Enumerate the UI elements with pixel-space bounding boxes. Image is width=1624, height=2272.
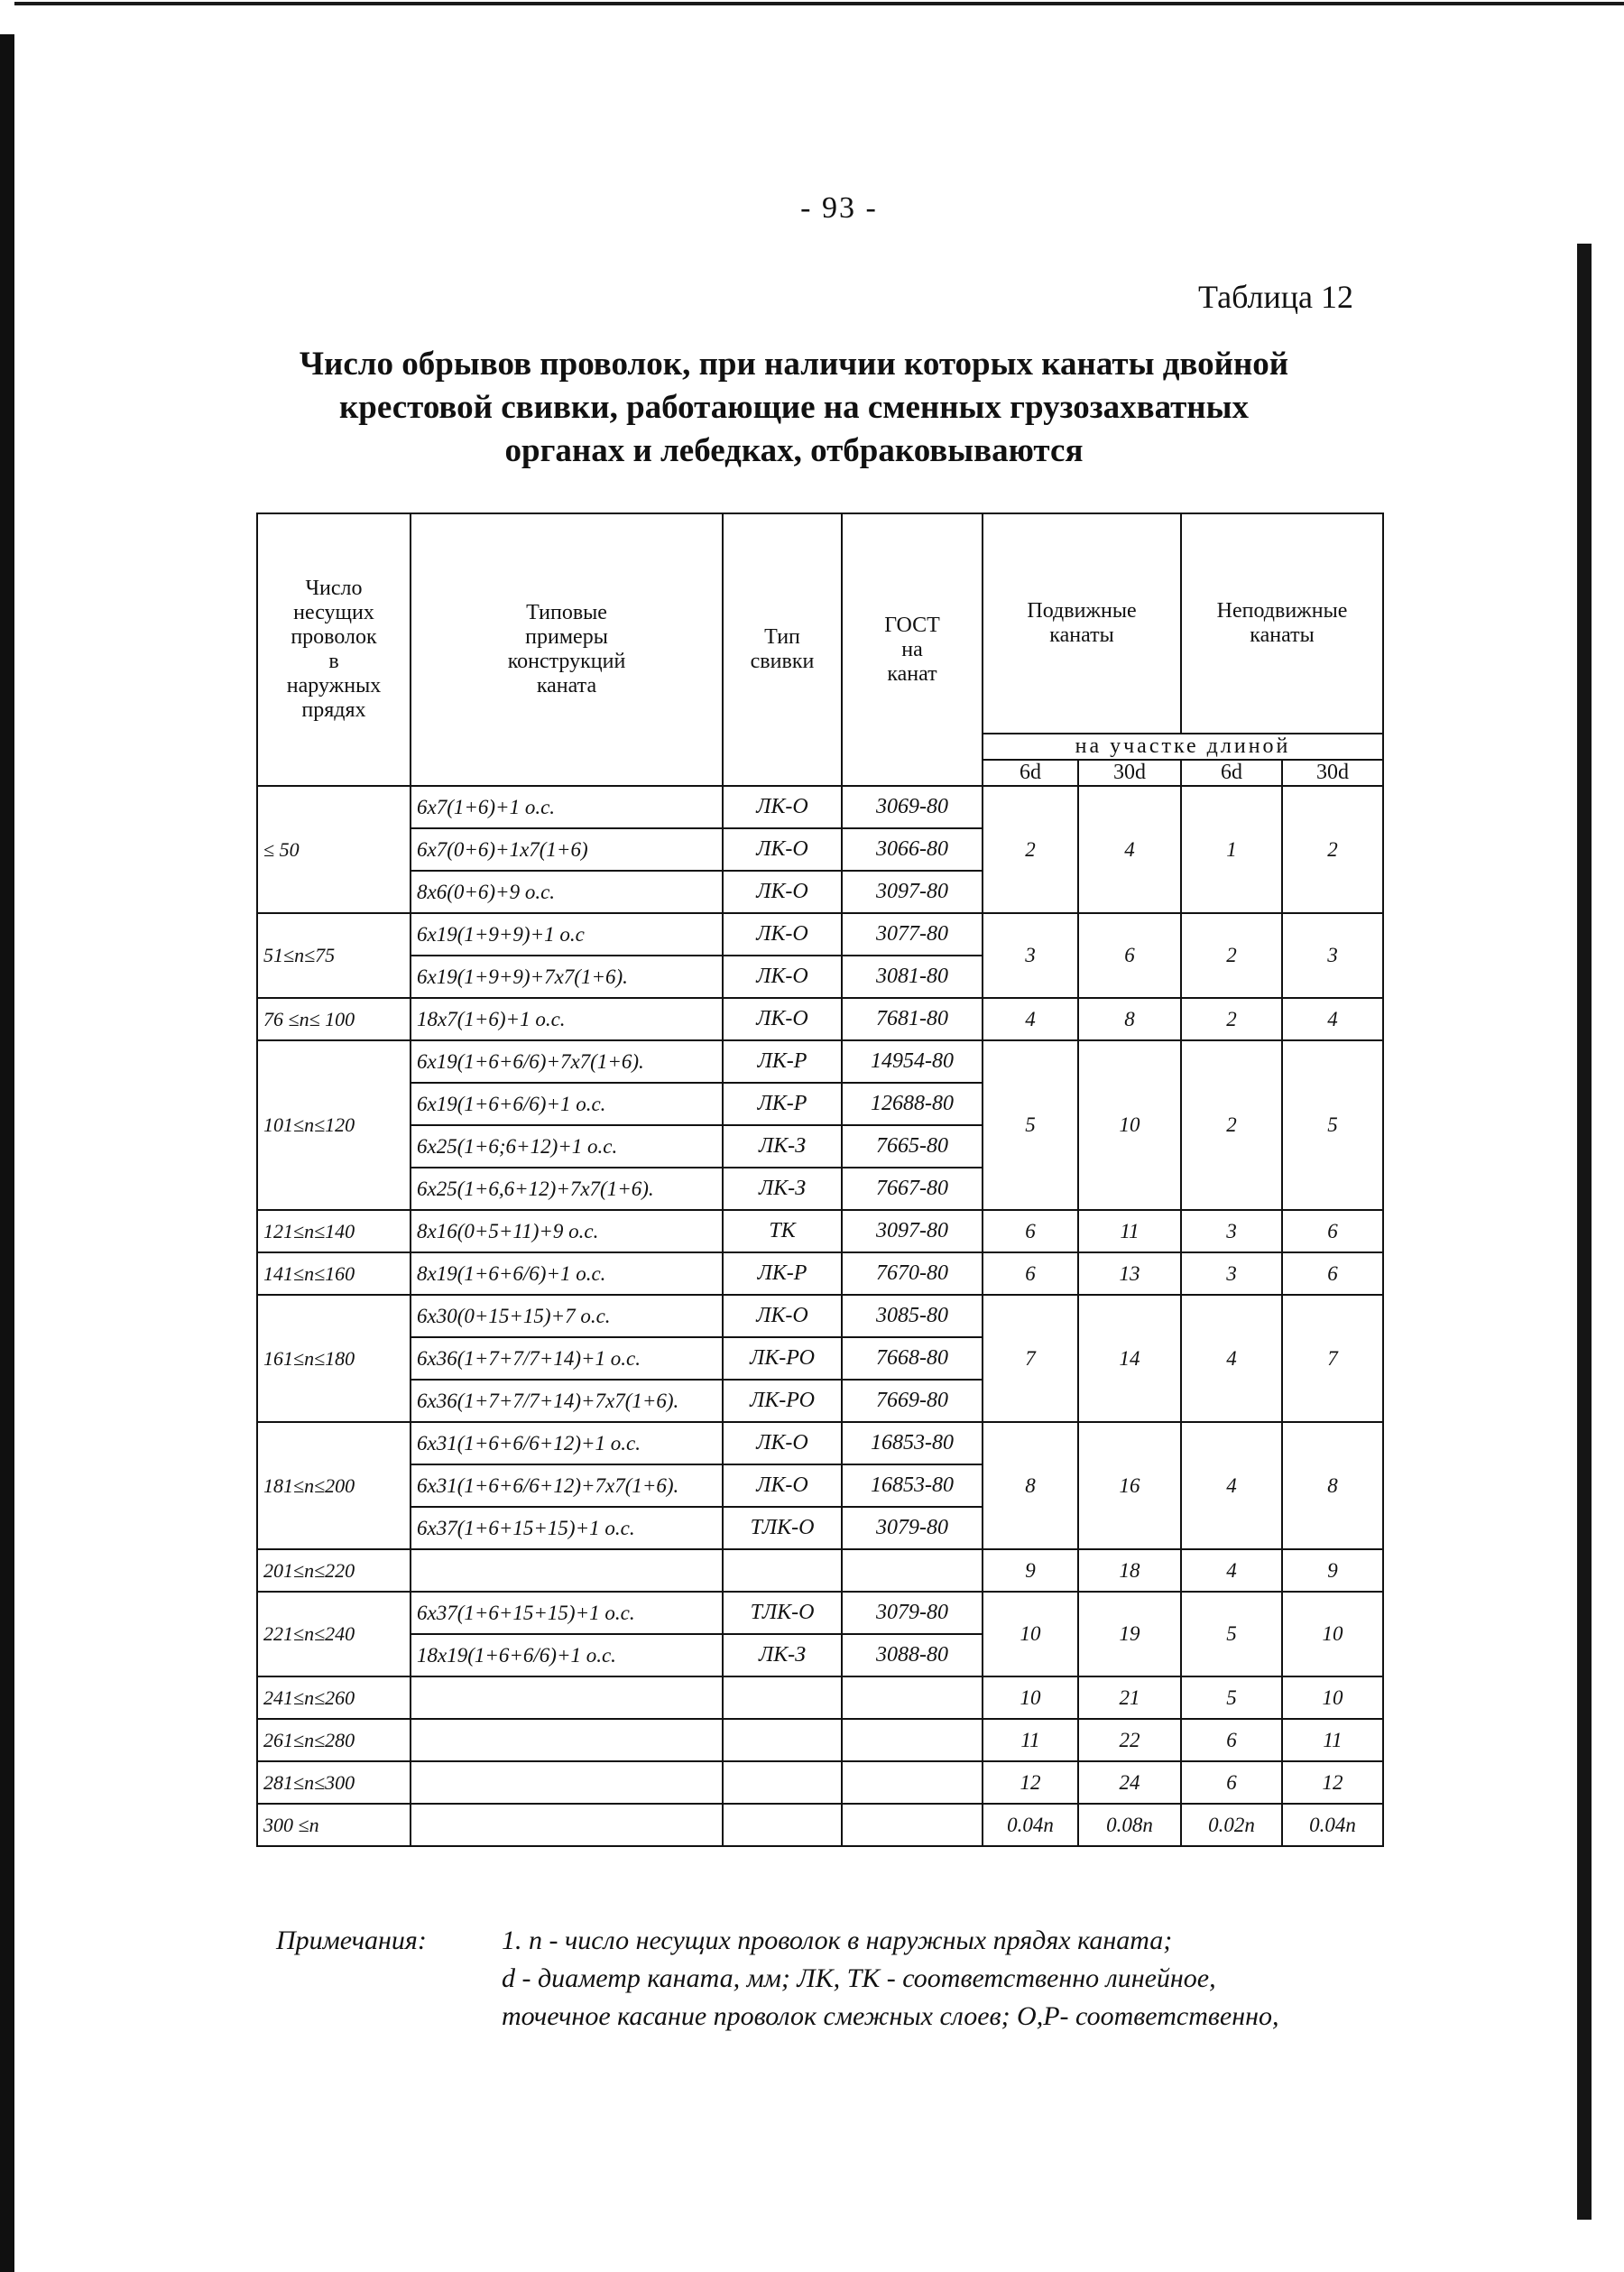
breaks-fixed-30d: 0.04n [1282,1804,1383,1846]
breaks-fixed-30d: 4 [1282,998,1383,1040]
breaks-fixed-30d: 9 [1282,1549,1383,1592]
header-6d-fixed: 6d [1181,760,1282,786]
table-row [257,1295,1383,1337]
breaks-movable-6d: 6 [983,1210,1078,1252]
breaks-movable-6d: 3 [983,913,1078,998]
breaks-fixed-6d: 3 [1181,1210,1282,1252]
notes-label: Примечания: [276,1926,427,1955]
table-row [257,1761,1383,1804]
wire-count-range: 76 ≤n≤ 100 [257,998,411,1040]
table-row [257,1804,1383,1846]
wire-count-range: 241≤n≤260 [257,1676,411,1719]
twist-type: ЛК-З [723,1168,842,1210]
twist-type: ЛК-РО [723,1337,842,1380]
wire-count-range: 281≤n≤300 [257,1761,411,1804]
header-movable-ropes: Подвижные канаты [983,513,1181,734]
breaks-movable-6d: 8 [983,1422,1078,1549]
rope-example: 6х19(1+6+6/6)+1 о.с. [411,1083,723,1125]
breaks-fixed-6d: 4 [1181,1295,1282,1422]
breaks-movable-6d: 10 [983,1592,1078,1676]
breaks-movable-6d: 11 [983,1719,1078,1761]
title-line: органах и лебедках, отбраковываются [504,432,1084,469]
table-row [257,1252,1383,1295]
breaks-fixed-6d: 0.02n [1181,1804,1282,1846]
twist-type: ЛК-О [723,1295,842,1337]
table-row [257,1592,1383,1634]
wire-count-range: 121≤n≤140 [257,1210,411,1252]
rope-example: 6х7(1+6)+1 о.с. [411,786,723,828]
note-line: точечное касание проволок смежных слоев; О,Р- соответственно, [502,2001,1279,2031]
gost-number: 14954-80 [842,1040,983,1083]
breaks-fixed-30d: 6 [1282,1210,1383,1252]
rope-example: 6х25(1+6,6+12)+7х7(1+6). [411,1168,723,1210]
breaks-movable-30d: 24 [1078,1761,1181,1804]
gost-number: 7665-80 [842,1125,983,1168]
wire-count-range: ≤ 50 [257,786,411,913]
rope-example [411,1804,723,1846]
wire-count-range: 141≤n≤160 [257,1252,411,1295]
gost-number: 3081-80 [842,956,983,998]
twist-type: ЛК-О [723,786,842,828]
breaks-fixed-6d: 6 [1181,1719,1282,1761]
rope-example: 6х19(1+6+6/6)+7х7(1+6). [411,1040,723,1083]
table-row [257,1210,1383,1252]
wire-count-range: 300 ≤n [257,1804,411,1846]
rope-example: 6х25(1+6;6+12)+1 о.с. [411,1125,723,1168]
rope-example: 6х30(0+15+15)+7 о.с. [411,1295,723,1337]
breaks-movable-6d: 2 [983,786,1078,913]
breaks-movable-30d: 19 [1078,1592,1181,1676]
twist-type [723,1549,842,1592]
gost-number [842,1676,983,1719]
page-number: - 93 - [800,191,878,225]
breaks-fixed-30d: 8 [1282,1422,1383,1549]
breaks-fixed-30d: 7 [1282,1295,1383,1422]
gost-number: 7670-80 [842,1252,983,1295]
wire-breaks-table [256,513,1384,1847]
header-gost: ГОСТ на канат [842,513,983,786]
header-wire-count: Число несущих проволок в наружных прядях [257,513,411,786]
rope-example [411,1549,723,1592]
rope-example: 6х7(0+6)+1х7(1+6) [411,828,723,871]
table-row [257,998,1383,1040]
rope-example: 6х19(1+9+9)+1 о.с [411,913,723,956]
gost-number [842,1804,983,1846]
breaks-movable-30d: 6 [1078,913,1181,998]
wire-count-range: 101≤n≤120 [257,1040,411,1210]
table-row [257,913,1383,956]
breaks-movable-30d: 8 [1078,998,1181,1040]
title-line: Число обрывов проволок, при наличии которых канаты двойной [299,346,1289,383]
rope-example: 6х31(1+6+6/6+12)+1 о.с. [411,1422,723,1464]
rope-example: 6х36(1+7+7/7+14)+7х7(1+6). [411,1380,723,1422]
twist-type: ЛК-О [723,828,842,871]
breaks-movable-30d: 16 [1078,1422,1181,1549]
breaks-movable-6d: 12 [983,1761,1078,1804]
header-twist-type: Тип свивки [723,513,842,786]
twist-type: ЛК-О [723,956,842,998]
breaks-fixed-30d: 12 [1282,1761,1383,1804]
breaks-fixed-6d: 5 [1181,1676,1282,1719]
gost-number: 7669-80 [842,1380,983,1422]
gost-number: 16853-80 [842,1422,983,1464]
breaks-movable-30d: 21 [1078,1676,1181,1719]
scan-edge-right [1577,244,1592,2220]
twist-type [723,1761,842,1804]
breaks-movable-30d: 22 [1078,1719,1181,1761]
twist-type [723,1676,842,1719]
gost-number: 3085-80 [842,1295,983,1337]
twist-type [723,1719,842,1761]
gost-number: 3066-80 [842,828,983,871]
table-row [257,1719,1383,1761]
gost-number: 3079-80 [842,1592,983,1634]
twist-type: ТЛК-О [723,1507,842,1549]
twist-type: ЛК-РО [723,1380,842,1422]
breaks-movable-6d: 10 [983,1676,1078,1719]
breaks-movable-6d: 5 [983,1040,1078,1210]
breaks-fixed-30d: 11 [1282,1719,1383,1761]
table-row [257,1040,1383,1083]
twist-type: ЛК-З [723,1634,842,1676]
breaks-movable-6d: 6 [983,1252,1078,1295]
breaks-fixed-30d: 10 [1282,1676,1383,1719]
rope-example: 8х19(1+6+6/6)+1 о.с. [411,1252,723,1295]
header-segment-length: на участке длиной [983,734,1383,760]
twist-type: ЛК-З [723,1125,842,1168]
gost-number: 16853-80 [842,1464,983,1507]
wire-count-range: 261≤n≤280 [257,1719,411,1761]
breaks-fixed-6d: 3 [1181,1252,1282,1295]
document-title [253,343,1335,473]
rope-example [411,1719,723,1761]
breaks-fixed-30d: 5 [1282,1040,1383,1210]
breaks-movable-6d: 4 [983,998,1078,1040]
rope-example: 6х37(1+6+15+15)+1 о.с. [411,1507,723,1549]
breaks-fixed-30d: 10 [1282,1592,1383,1676]
breaks-movable-30d: 11 [1078,1210,1181,1252]
twist-type: ЛК-О [723,998,842,1040]
twist-type: ЛК-Р [723,1252,842,1295]
breaks-fixed-6d: 5 [1181,1592,1282,1676]
twist-type: ЛК-О [723,1464,842,1507]
twist-type: ЛК-О [723,1422,842,1464]
wire-count-range: 221≤n≤240 [257,1592,411,1676]
note-line: d - диаметр каната, мм; ЛК, ТК - соответственно линейное, [502,1963,1216,1993]
wire-count-range: 181≤n≤200 [257,1422,411,1549]
twist-type: ЛК-О [723,913,842,956]
notes-text [502,1922,1382,2036]
gost-number: 3097-80 [842,1210,983,1252]
rope-example: 6х19(1+9+9)+7х7(1+6). [411,956,723,998]
twist-type: ТЛК-О [723,1592,842,1634]
breaks-movable-6d: 0.04n [983,1804,1078,1846]
breaks-movable-6d: 9 [983,1549,1078,1592]
twist-type [723,1804,842,1846]
breaks-fixed-6d: 4 [1181,1422,1282,1549]
twist-type: ЛК-Р [723,1083,842,1125]
breaks-movable-6d: 7 [983,1295,1078,1422]
twist-type: ЛК-О [723,871,842,913]
table-row [257,786,1383,828]
header-rope-examples: Типовые примеры конструкций каната [411,513,723,786]
twist-type: ЛК-Р [723,1040,842,1083]
rope-example: 8х6(0+6)+9 о.с. [411,871,723,913]
header-30d-fixed: 30d [1282,760,1383,786]
gost-number: 7681-80 [842,998,983,1040]
rope-example [411,1761,723,1804]
gost-number: 7667-80 [842,1168,983,1210]
breaks-fixed-30d: 6 [1282,1252,1383,1295]
breaks-fixed-6d: 4 [1181,1549,1282,1592]
wire-count-range: 161≤n≤180 [257,1295,411,1422]
scan-edge-top [14,2,1624,5]
rope-example: 18х19(1+6+6/6)+1 о.с. [411,1634,723,1676]
gost-number: 3077-80 [842,913,983,956]
rope-example: 6х31(1+6+6/6+12)+7х7(1+6). [411,1464,723,1507]
breaks-fixed-30d: 3 [1282,913,1383,998]
gost-number [842,1719,983,1761]
title-line: крестовой свивки, работающие на сменных грузозахватных [338,389,1250,426]
header-6d-movable: 6d [983,760,1078,786]
twist-type: ТК [723,1210,842,1252]
rope-example: 18х7(1+6)+1 о.с. [411,998,723,1040]
gost-number: 12688-80 [842,1083,983,1125]
rope-example: 6х37(1+6+15+15)+1 о.с. [411,1592,723,1634]
header-30d-movable: 30d [1078,760,1181,786]
breaks-movable-30d: 14 [1078,1295,1181,1422]
breaks-movable-30d: 0.08n [1078,1804,1181,1846]
table-row [257,1549,1383,1592]
gost-number: 7668-80 [842,1337,983,1380]
breaks-fixed-6d: 2 [1181,998,1282,1040]
wire-count-range: 201≤n≤220 [257,1549,411,1592]
rope-example [411,1676,723,1719]
table-row [257,1422,1383,1464]
gost-number: 3079-80 [842,1507,983,1549]
breaks-movable-30d: 10 [1078,1040,1181,1210]
rope-example: 6х36(1+7+7/7+14)+1 о.с. [411,1337,723,1380]
table-label: Таблица 12 [1198,279,1353,315]
gost-number [842,1761,983,1804]
breaks-fixed-6d: 1 [1181,786,1282,913]
note-line: 1. n - число несущих проволок в наружных прядях каната; [502,1926,1173,1955]
breaks-fixed-6d: 2 [1181,1040,1282,1210]
table-row [257,1676,1383,1719]
scan-edge-left [0,34,14,2272]
gost-number: 3069-80 [842,786,983,828]
gost-number: 3088-80 [842,1634,983,1676]
gost-number: 3097-80 [842,871,983,913]
breaks-fixed-30d: 2 [1282,786,1383,913]
header-fixed-ropes: Неподвижные канаты [1181,513,1383,734]
breaks-movable-30d: 18 [1078,1549,1181,1592]
breaks-movable-30d: 13 [1078,1252,1181,1295]
gost-number [842,1549,983,1592]
breaks-fixed-6d: 6 [1181,1761,1282,1804]
breaks-movable-30d: 4 [1078,786,1181,913]
rope-example: 8х16(0+5+11)+9 о.с. [411,1210,723,1252]
wire-count-range: 51≤n≤75 [257,913,411,998]
breaks-fixed-6d: 2 [1181,913,1282,998]
